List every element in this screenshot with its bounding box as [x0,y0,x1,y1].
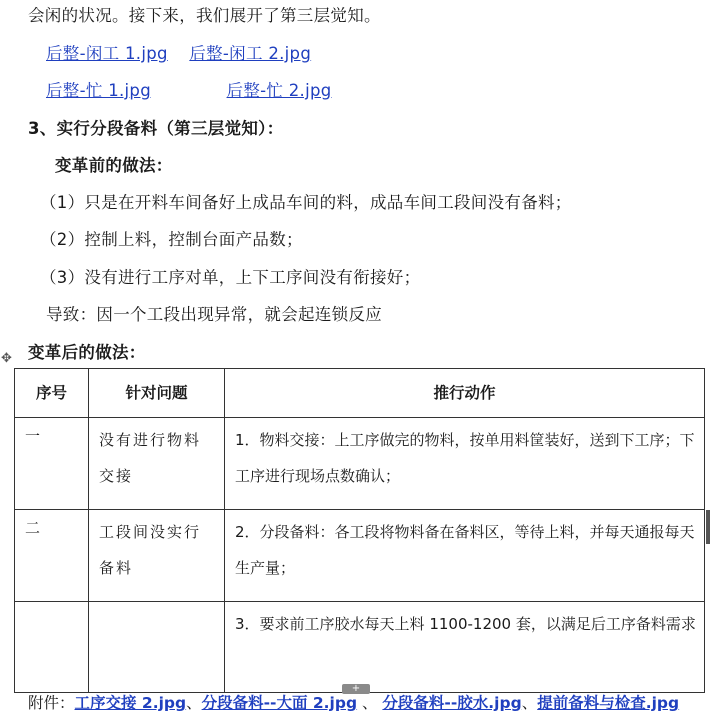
attachments-label: 附件： [28,694,75,712]
header-action: 推行动作 [225,369,705,418]
attachment-separator: 、 [521,694,538,712]
before-item-2: （2）控制上料，控制台面产品数； [40,230,303,249]
cell-issue: 工段间没实行备料 [89,510,225,602]
image-links-row-2 [46,77,332,101]
attachment-link-advance-check[interactable]: 提前备料与检查.jpg [537,694,680,712]
table-row [15,510,705,602]
resize-handle[interactable] [706,510,710,544]
image-link-idle-2[interactable]: 后整-闲工 2.jpg [189,44,312,63]
header-no: 序号 [15,369,89,418]
image-links-row-1 [26,40,311,64]
table-row [15,602,705,693]
cell-issue [89,602,225,693]
move-cross-icon[interactable]: ✥ [1,351,12,366]
after-heading: 变革后的做法： [28,343,146,362]
attachment-separator: 、 [186,694,202,712]
attachment-link-segment-glue[interactable]: 分段备料--胶水.jpg [382,694,522,712]
section-heading: 3、实行分段备料（第三层觉知）： [28,119,284,138]
attachment-link-process-handover[interactable]: 工序交接 2.jpg [74,694,187,712]
before-item-1: （1）只是在开料车间备好上成品车间的料，成品车间工段间没有备料； [40,193,572,212]
table-row [15,418,705,510]
cell-action: 1．物料交接：上工序做完的物料，按单用料筐装好，送到下工序；下工序进行现场点数确认； [225,418,705,510]
cell-action: 3．要求前工序胶水每天上料 1100-1200 套，以满足后工序备料需求 [225,602,705,693]
cell-no [15,602,89,693]
cell-no: 二 [15,510,89,602]
image-link-idle-1[interactable]: 后整-闲工 1.jpg [46,44,168,63]
header-issue: 针对问题 [89,369,225,418]
cell-no: 一 [15,418,89,510]
table-header-row [15,369,705,418]
plus-icon[interactable]: + [342,684,370,694]
image-link-busy-2[interactable]: 后整-忙 2.jpg [226,81,332,100]
result-line: 导致：因一个工段出现异常，就会起连锁反应 [46,305,382,324]
intro-tail-text: 会闲的状况。接下来，我们展开了第三层觉知。 [28,6,381,25]
before-item-3: （3）没有进行工序对单，上下工序间没有衔接好； [40,268,421,287]
attachment-separator: 、 [357,694,383,712]
cell-issue: 没有进行物料交接 [89,418,225,510]
reform-table [14,368,705,693]
attachment-link-segment-large[interactable]: 分段备料--大面 2.jpg [201,694,358,712]
cell-action: 2．分段备料：各工段将物料备在备料区，等待上料，并每天通报每天生产量； [225,510,705,602]
attachments-line [28,691,679,713]
before-heading: 变革前的做法： [55,156,173,175]
image-link-busy-1[interactable]: 后整-忙 1.jpg [46,81,151,100]
